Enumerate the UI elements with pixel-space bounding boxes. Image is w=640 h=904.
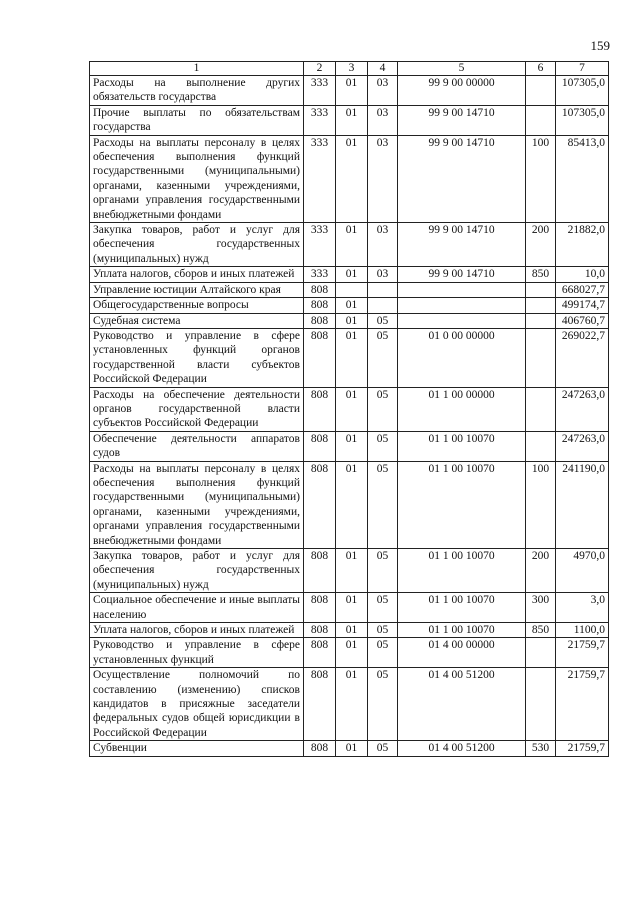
header-cell: 1 [90, 62, 304, 76]
amount-cell: 4970,0 [556, 549, 609, 593]
table-row [90, 549, 609, 593]
subsection-code-cell: 03 [368, 135, 398, 222]
target-article-cell [398, 313, 526, 328]
amount-cell: 668027,7 [556, 282, 609, 297]
row-name-cell: Руководство и управление в сфере установленных функций [90, 638, 304, 668]
expense-type-cell: 100 [526, 461, 556, 548]
row-name-cell: Уплата налогов, сборов и иных платежей [90, 623, 304, 638]
subsection-code-cell: 05 [368, 668, 398, 741]
section-code-cell: 01 [336, 638, 368, 668]
table-row [90, 668, 609, 741]
header-cell: 7 [556, 62, 609, 76]
expense-type-cell [526, 328, 556, 387]
ministry-code-cell: 808 [304, 298, 336, 313]
ministry-code-cell: 808 [304, 549, 336, 593]
amount-cell: 21759,7 [556, 638, 609, 668]
ministry-code-cell: 333 [304, 135, 336, 222]
subsection-code-cell: 05 [368, 593, 398, 623]
subsection-code-cell [368, 282, 398, 297]
amount-cell: 107305,0 [556, 105, 609, 135]
ministry-code-cell: 808 [304, 313, 336, 328]
subsection-code-cell: 05 [368, 638, 398, 668]
amount-cell: 10,0 [556, 267, 609, 282]
expense-type-cell: 850 [526, 267, 556, 282]
ministry-code-cell: 333 [304, 76, 336, 106]
row-name-cell: Расходы на выполнение других обязательств государства [90, 76, 304, 106]
table-row [90, 223, 609, 267]
ministry-code-cell: 808 [304, 638, 336, 668]
ministry-code-cell: 808 [304, 328, 336, 387]
expense-type-cell [526, 387, 556, 431]
amount-cell: 21759,7 [556, 741, 609, 756]
expense-type-cell [526, 313, 556, 328]
expense-type-cell: 100 [526, 135, 556, 222]
section-code-cell: 01 [336, 461, 368, 548]
table-row [90, 638, 609, 668]
row-name-cell: Расходы на обеспечение деятельности органов государственной власти субъектов Российской Федерации [90, 387, 304, 431]
section-code-cell: 01 [336, 105, 368, 135]
expense-type-cell [526, 105, 556, 135]
section-code-cell: 01 [336, 328, 368, 387]
amount-cell: 247263,0 [556, 387, 609, 431]
ministry-code-cell: 808 [304, 387, 336, 431]
table-header-row [90, 62, 609, 76]
ministry-code-cell: 808 [304, 623, 336, 638]
row-name-cell: Субвенции [90, 741, 304, 756]
section-code-cell: 01 [336, 668, 368, 741]
row-name-cell: Расходы на выплаты персоналу в целях обеспечения выполнения функций государственными (муниципальными) органами, казенными учреждениями, органами управления государственными внебюджетными фондами [90, 461, 304, 548]
expense-type-cell: 200 [526, 549, 556, 593]
expense-type-cell: 530 [526, 741, 556, 756]
ministry-code-cell: 808 [304, 431, 336, 461]
amount-cell: 241190,0 [556, 461, 609, 548]
section-code-cell: 01 [336, 76, 368, 106]
expense-type-cell [526, 668, 556, 741]
ministry-code-cell: 333 [304, 267, 336, 282]
section-code-cell: 01 [336, 313, 368, 328]
target-article-cell: 01 1 00 10070 [398, 549, 526, 593]
subsection-code-cell: 03 [368, 223, 398, 267]
header-cell: 2 [304, 62, 336, 76]
subsection-code-cell [368, 298, 398, 313]
expense-type-cell: 300 [526, 593, 556, 623]
table-row [90, 741, 609, 756]
target-article-cell: 01 1 00 00000 [398, 387, 526, 431]
row-name-cell: Социальное обеспечение и иные выплаты населению [90, 593, 304, 623]
table-row [90, 267, 609, 282]
expense-type-cell: 200 [526, 223, 556, 267]
target-article-cell: 01 4 00 00000 [398, 638, 526, 668]
target-article-cell: 01 1 00 10070 [398, 593, 526, 623]
table-row [90, 461, 609, 548]
subsection-code-cell: 03 [368, 76, 398, 106]
header-cell: 3 [336, 62, 368, 76]
section-code-cell: 01 [336, 431, 368, 461]
section-code-cell: 01 [336, 387, 368, 431]
header-cell: 6 [526, 62, 556, 76]
table-row [90, 105, 609, 135]
amount-cell: 1100,0 [556, 623, 609, 638]
header-cell: 5 [398, 62, 526, 76]
expense-type-cell [526, 638, 556, 668]
table-row [90, 313, 609, 328]
subsection-code-cell: 05 [368, 328, 398, 387]
row-name-cell: Закупка товаров, работ и услуг для обеспечения государственных (муниципальных) нужд [90, 223, 304, 267]
subsection-code-cell: 05 [368, 431, 398, 461]
row-name-cell: Уплата налогов, сборов и иных платежей [90, 267, 304, 282]
section-code-cell: 01 [336, 623, 368, 638]
expense-type-cell [526, 282, 556, 297]
subsection-code-cell: 05 [368, 313, 398, 328]
target-article-cell: 99 9 00 14710 [398, 135, 526, 222]
row-name-cell: Прочие выплаты по обязательствам государства [90, 105, 304, 135]
target-article-cell: 99 9 00 00000 [398, 76, 526, 106]
target-article-cell: 01 1 00 10070 [398, 623, 526, 638]
table-row [90, 431, 609, 461]
expense-type-cell [526, 431, 556, 461]
subsection-code-cell: 03 [368, 267, 398, 282]
expense-type-cell [526, 76, 556, 106]
section-code-cell: 01 [336, 135, 368, 222]
budget-table [89, 61, 609, 757]
table-row [90, 76, 609, 106]
target-article-cell: 01 1 00 10070 [398, 431, 526, 461]
row-name-cell: Расходы на выплаты персоналу в целях обеспечения выполнения функций государственными (муниципальными) органами, казенными учреждениями, органами управления государственными внебюджетными фондами [90, 135, 304, 222]
ministry-code-cell: 808 [304, 668, 336, 741]
table-row [90, 135, 609, 222]
section-code-cell: 01 [336, 593, 368, 623]
amount-cell: 21759,7 [556, 668, 609, 741]
target-article-cell: 99 9 00 14710 [398, 105, 526, 135]
page-number: 159 [590, 38, 610, 53]
target-article-cell: 99 9 00 14710 [398, 223, 526, 267]
subsection-code-cell: 05 [368, 741, 398, 756]
section-code-cell: 01 [336, 223, 368, 267]
amount-cell: 499174,7 [556, 298, 609, 313]
header-cell: 4 [368, 62, 398, 76]
subsection-code-cell: 05 [368, 387, 398, 431]
amount-cell: 406760,7 [556, 313, 609, 328]
ministry-code-cell: 333 [304, 105, 336, 135]
section-code-cell: 01 [336, 267, 368, 282]
target-article-cell [398, 298, 526, 313]
target-article-cell: 99 9 00 14710 [398, 267, 526, 282]
ministry-code-cell: 808 [304, 593, 336, 623]
row-name-cell: Осуществление полномочий по составлению (изменению) списков кандидатов в присяжные заседатели федеральных судов общей юрисдикции в Российской Федерации [90, 668, 304, 741]
section-code-cell: 01 [336, 298, 368, 313]
target-article-cell: 01 4 00 51200 [398, 741, 526, 756]
ministry-code-cell: 808 [304, 282, 336, 297]
row-name-cell: Общегосударственные вопросы [90, 298, 304, 313]
section-code-cell: 01 [336, 741, 368, 756]
amount-cell: 85413,0 [556, 135, 609, 222]
subsection-code-cell: 03 [368, 105, 398, 135]
amount-cell: 21882,0 [556, 223, 609, 267]
subsection-code-cell: 05 [368, 549, 398, 593]
ministry-code-cell: 808 [304, 461, 336, 548]
section-code-cell: 01 [336, 549, 368, 593]
amount-cell: 3,0 [556, 593, 609, 623]
row-name-cell: Руководство и управление в сфере установленных функций органов государственной власти субъектов Российской Федерации [90, 328, 304, 387]
table-row [90, 328, 609, 387]
section-code-cell [336, 282, 368, 297]
amount-cell: 107305,0 [556, 76, 609, 106]
row-name-cell: Судебная система [90, 313, 304, 328]
ministry-code-cell: 808 [304, 741, 336, 756]
target-article-cell: 01 4 00 51200 [398, 668, 526, 741]
table-row [90, 623, 609, 638]
table-row [90, 593, 609, 623]
target-article-cell: 01 0 00 00000 [398, 328, 526, 387]
expense-type-cell: 850 [526, 623, 556, 638]
ministry-code-cell: 333 [304, 223, 336, 267]
row-name-cell: Обеспечение деятельности аппаратов судов [90, 431, 304, 461]
amount-cell: 247263,0 [556, 431, 609, 461]
target-article-cell: 01 1 00 10070 [398, 461, 526, 548]
table-row [90, 298, 609, 313]
row-name-cell: Закупка товаров, работ и услуг для обеспечения государственных (муниципальных) нужд [90, 549, 304, 593]
amount-cell: 269022,7 [556, 328, 609, 387]
subsection-code-cell: 05 [368, 623, 398, 638]
table-row [90, 282, 609, 297]
subsection-code-cell: 05 [368, 461, 398, 548]
row-name-cell: Управление юстиции Алтайского края [90, 282, 304, 297]
target-article-cell [398, 282, 526, 297]
expense-type-cell [526, 298, 556, 313]
table-row [90, 387, 609, 431]
